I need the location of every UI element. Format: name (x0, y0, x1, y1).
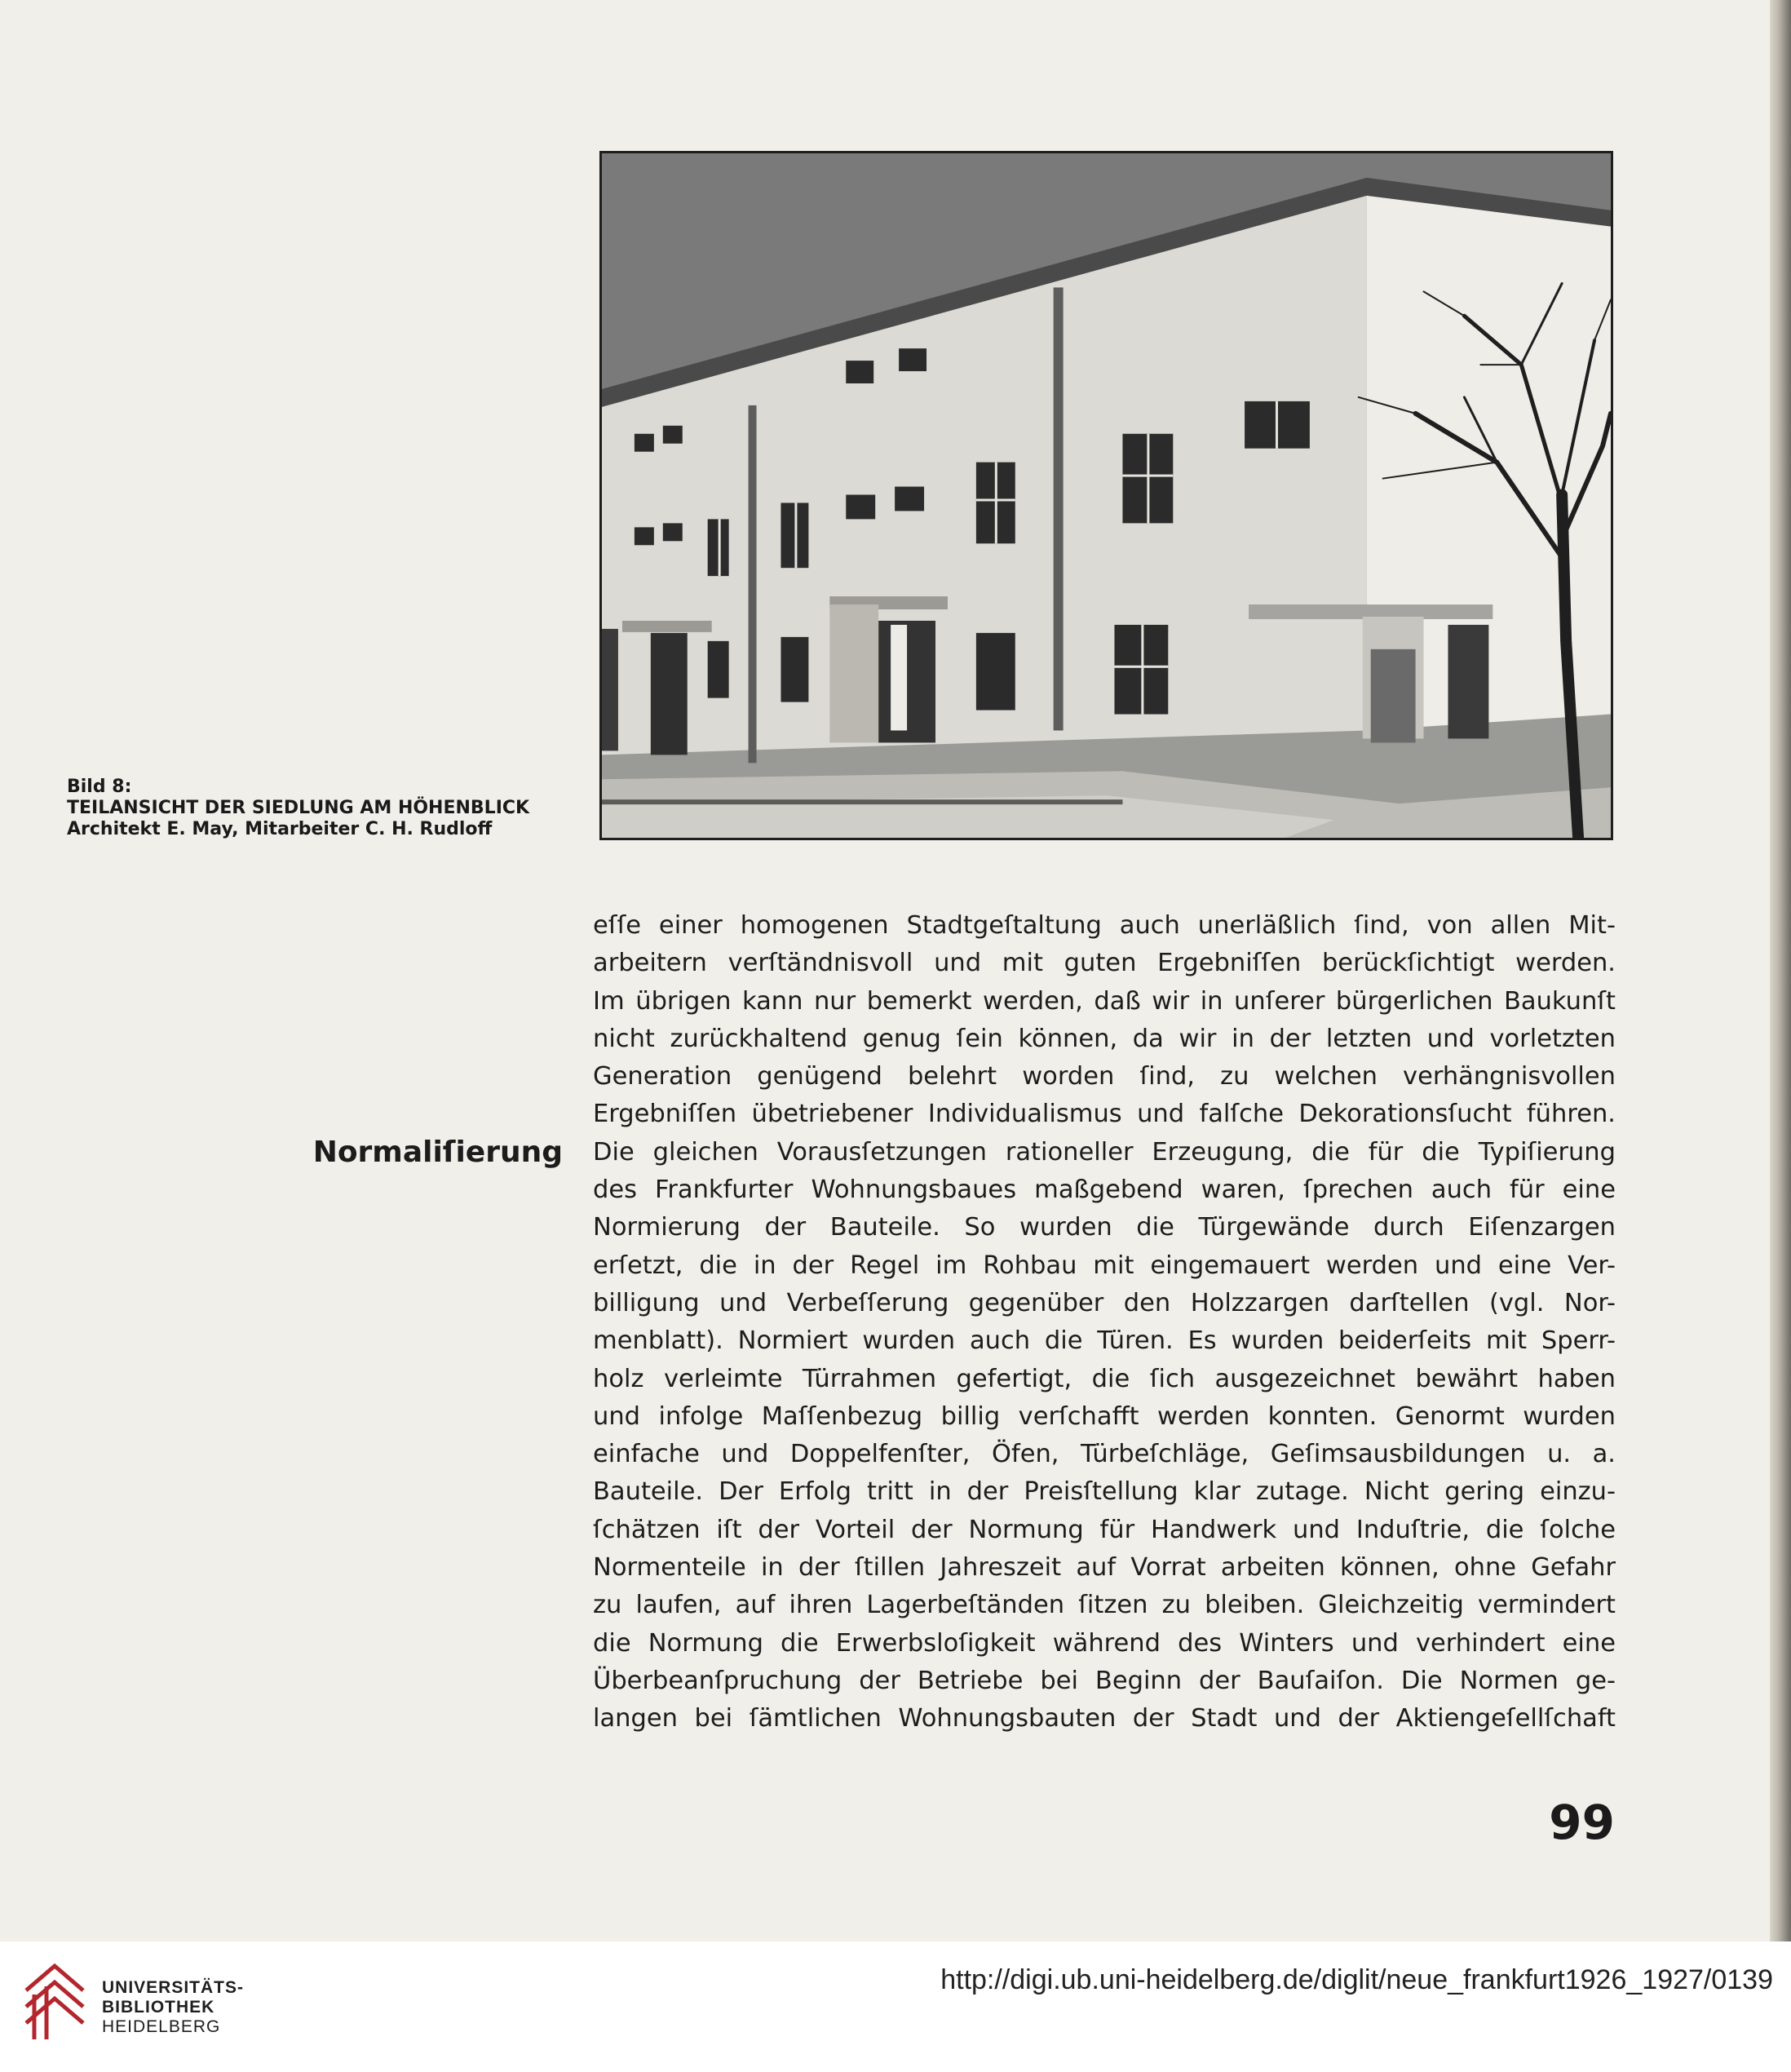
body-line: holz verleimte Türrahmen gefertigt, die ſich ausgezeichnet bewährt haben (593, 1364, 1616, 1393)
library-name (102, 1978, 244, 2037)
body-line: Im übrigen kann nur bemerkt werden, daß wir in unſerer bürgerlichen Baukunſt (593, 986, 1616, 1016)
caption-title: TEILANSICHT DER SIEDLUNG AM HÖHENBLICK (67, 798, 530, 818)
photograph-housing-block-icon (602, 153, 1611, 838)
ub-heidelberg-logo-icon (18, 1958, 91, 2048)
body-line: billigung und Verbeſſerung gegenüber den Holzzargen darſtellen (vgl. Nor- (593, 1288, 1616, 1317)
library-line-2: BIBLIOTHEK (102, 1998, 215, 2017)
section-heading: Normaliſierung (312, 1136, 563, 1169)
page-number: 99 (1549, 1795, 1615, 1850)
body-line: Die gleichen Vorausſetzungen rationeller Erzeugung, die für die Typiſierung (593, 1137, 1616, 1167)
body-line: des Frankfurter Wohnungsbaues maßgebend waren, ſprechen auch für eine (593, 1175, 1616, 1205)
body-line: Überbeanſpruchung der Betriebe bei Beginn der Bauſaiſon. Die Normen ge- (593, 1666, 1616, 1695)
caption-label: Bild 8: (67, 777, 132, 797)
body-line: die Normung die Erwerbsloſigkeit während des Winters und verhindert eine (593, 1628, 1616, 1658)
caption-credit: Architekt E. May, Mitarbeiter C. H. Rudloff (67, 819, 493, 839)
body-line: Generation genügend belehrt worden ſind, zu welchen verhängnisvollen (593, 1062, 1616, 1091)
body-line: Normenteile in der ſtillen Jahreszeit auf Vorrat arbeiten können, ohne Gefahr (593, 1553, 1616, 1583)
body-text (593, 907, 1616, 1738)
photo-caption (67, 777, 605, 840)
body-line: eſſe einer homogenen Stadtgeſtaltung auch unerläßlich ſind, von allen Mit- (593, 911, 1616, 940)
page-edge (1770, 0, 1791, 1941)
body-line: und infolge Maſſenbezug billig verſchafft werden konnten. Genormt wurden (593, 1401, 1616, 1431)
building-photograph (599, 151, 1613, 840)
body-line: menblatt). Normiert wurden auch die Türen. Es wurden beiderſeits mit Sperr- (593, 1326, 1616, 1356)
body-line: langen bei ſämtlichen Wohnungsbauten der Stadt und der Aktiengeſellſchaft (593, 1704, 1616, 1733)
body-line: Ergebniſſen übetriebener Individualismus und falſche Dekorationsſucht führen. (593, 1100, 1616, 1129)
viewer-footer (0, 1941, 1791, 2072)
body-line: einfache und Doppelfenſter, Öfen, Türbeſchläge, Geſimsausbildungen u. a. (593, 1440, 1616, 1469)
body-line: arbeitern verſtändnisvoll und mit guten Ergebniſſen berückſichtigt werden. (593, 949, 1616, 978)
body-line: Bauteile. Der Erfolg tritt in der Preisſtellung klar zutage. Nicht gering einzu- (593, 1477, 1616, 1507)
body-line: nicht zurückhaltend genug ſein können, da wir in der letzten und vorletzten (593, 1024, 1616, 1053)
source-url[interactable]: http://digi.ub.uni-heidelberg.de/diglit/neue_frankfurt1926_1927/0139 (940, 1964, 1773, 1995)
library-line-1: UNIVERSITÄTS- (102, 1978, 245, 1997)
body-line: erſetzt, die in der Regel im Rohbau mit eingemauert werden und eine Ver- (593, 1251, 1616, 1280)
library-line-3: HEIDELBERG (102, 2017, 221, 2036)
body-line: Normierung der Bauteile. So wurden die Türgewände durch Eiſenzargen (593, 1213, 1616, 1242)
body-line: zu laufen, auf ihren Lagerbeſtänden ſitzen zu bleiben. Gleichzeitig vermindert (593, 1591, 1616, 1620)
body-line: ſchätzen iſt der Vorteil der Normung für Handwerk und Induſtrie, die ſolche (593, 1515, 1616, 1544)
